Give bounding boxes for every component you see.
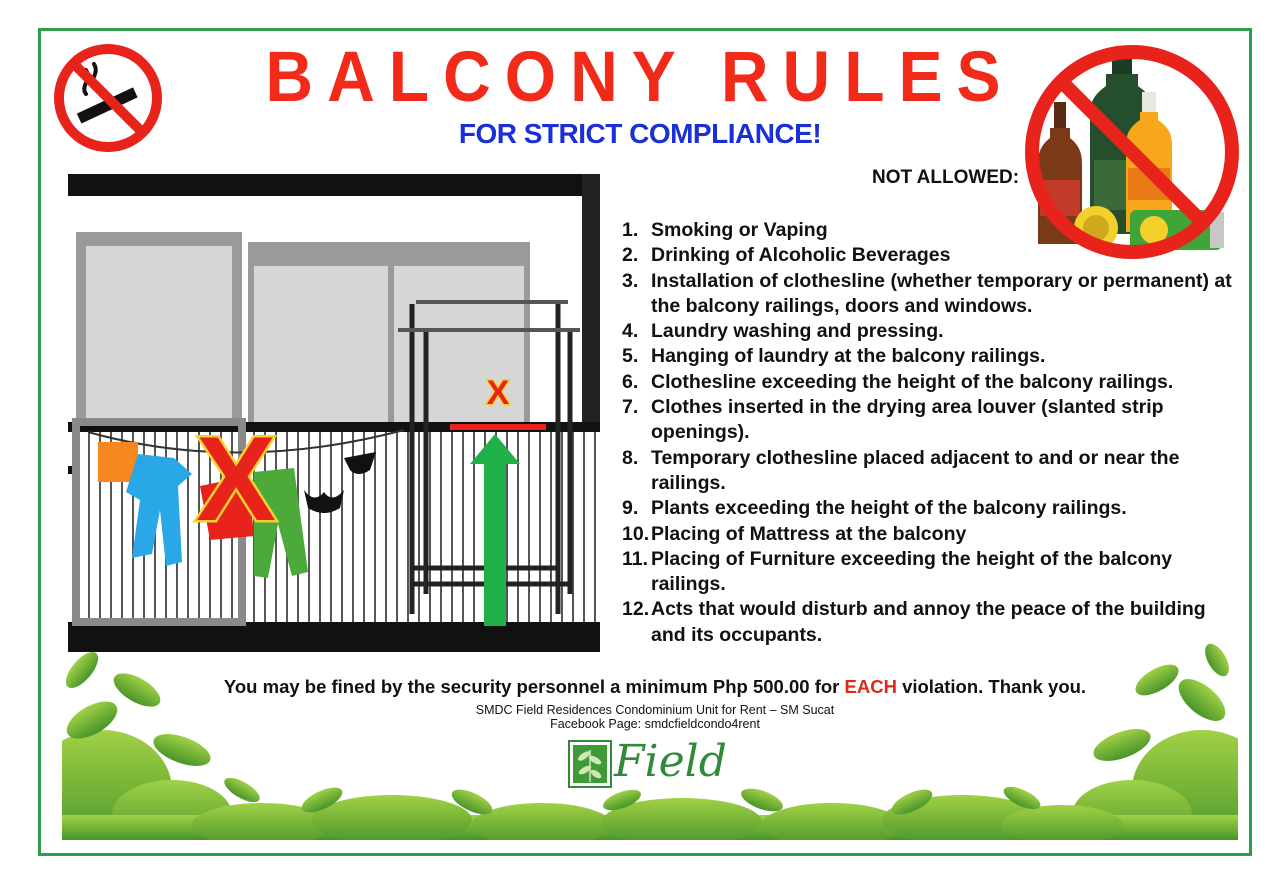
rule-item: 2. Drinking of Alcoholic Beverages <box>622 244 951 267</box>
rule-item: 1. Smoking or Vaping <box>622 219 828 241</box>
not-allowed-label: NOT ALLOWED: <box>872 167 1020 188</box>
rule-item: 3. Installation of clothesline (whether temporary or permanent) at the balcony railings, doors and windows. <box>622 269 1232 317</box>
rule-item: 7. Clothes inserted in the drying area louver (slanted strip openings). <box>622 396 1164 444</box>
rule-item: 4. Laundry washing and pressing. <box>622 320 944 343</box>
small-x-mark: X <box>486 374 510 412</box>
rules-list <box>622 218 1242 648</box>
org-line-2: Facebook Page: smdcfieldcondo4rent <box>550 717 760 731</box>
fine-notice: You may be fined by the security personnel a minimum Php 500.00 for EACH violation. Thank you. <box>223 676 1087 697</box>
rule-item: 9. Plants exceeding the height of the balcony railings. <box>622 497 1127 520</box>
rule-item: 12. Acts that would disturb and annoy the peace of the building and its occupants. <box>622 598 1206 646</box>
logo-text: Field <box>614 736 727 787</box>
rule-item: 10. Placing of Mattress at the balcony <box>622 522 967 545</box>
each-highlight: EACH <box>844 676 897 697</box>
rule-item: 6. Clothesline exceeding the height of the balcony railings. <box>622 370 1174 393</box>
rule-item: 11. Placing of Furniture exceeding the height of the balcony railings. <box>622 547 1173 596</box>
rule-item: 8. Temporary clothesline placed adjacent to and or near the railings. <box>622 446 1180 494</box>
balcony-illustration <box>68 174 600 652</box>
page-title: BALCONY RULES <box>265 36 1015 116</box>
big-x-mark: X <box>195 412 277 546</box>
org-line-1: SMDC Field Residences Condominium Unit for Rent – SM Sucat <box>475 703 835 717</box>
rule-item: 5. Hanging of laundry at the balcony railings. <box>622 345 1046 368</box>
page-subtitle: FOR STRICT COMPLIANCE! <box>458 118 822 149</box>
leaf-logo-icon <box>568 740 612 788</box>
